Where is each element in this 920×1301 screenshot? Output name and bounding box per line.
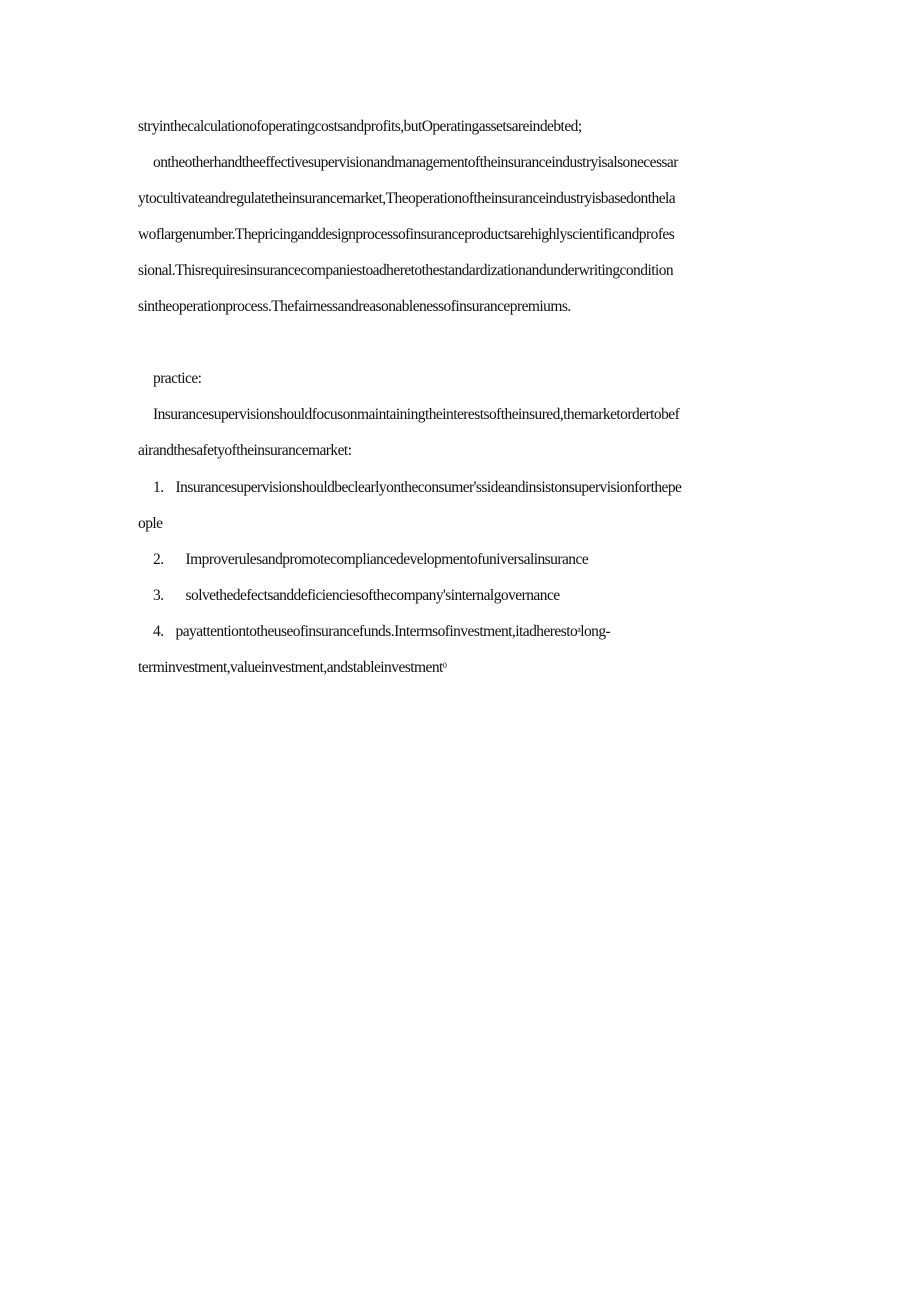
section-heading: practice:: [153, 370, 202, 387]
list-number: 2.: [153, 551, 164, 568]
paragraph-line: ytocultivateandregulatetheinsurancemarket,Theoperationoftheinsuranceindustryisbasedonthela: [138, 190, 676, 207]
list-number: 4.: [153, 623, 164, 640]
list-number: 3.: [153, 587, 164, 604]
list-item: [153, 479, 681, 497]
paragraph-line: sintheoperationprocess.Thefairnessandreasonablenessofinsurancepremiums.: [138, 298, 571, 315]
footnote-mark: 0: [442, 661, 447, 670]
paragraph-line: stryinthecalculationofoperatingcostsandprofits,butOperatingassetsareindebted;: [138, 118, 582, 135]
list-text: terminvestment,valueinvestment,andstableinvestment: [138, 659, 443, 676]
list-item: [153, 551, 588, 569]
list-text: payattentiontotheuseofinsurancefunds.Intermsofinvestment,itadheresto: [175, 623, 578, 640]
list-text: long-: [580, 623, 611, 640]
list-text: solvethedefectsanddeficienciesofthecompany'sinternalgovernance: [185, 587, 560, 604]
list-item: [153, 623, 610, 641]
list-item-continuation: [138, 659, 446, 677]
paragraph-line: woflargenumber.Thepricinganddesignprocessofinsuranceproductsarehighlyscientificandprofes: [138, 226, 675, 243]
footnote-mark: a: [577, 625, 581, 634]
list-item: [153, 587, 560, 605]
paragraph-line: ontheotherhandtheeffectivesupervisionandmanagementoftheinsuranceindustryisalsonecessar: [153, 154, 678, 171]
paragraph-line: sional.Thisrequiresinsurancecompaniestoadheretothestandardizationandunderwritingcondition: [138, 262, 674, 279]
intro-line: airandthesafetyoftheinsurancemarket:: [138, 442, 352, 459]
list-text: Improverulesandpromotecompliancedevelopmentofuniversalinsurance: [185, 551, 589, 568]
list-number: 1.: [153, 479, 164, 496]
list-text: Insurancesupervisionshouldbeclearlyontheconsumer'ssideandinsistonsupervisionforthepe: [175, 479, 682, 496]
intro-line: Insurancesupervisionshouldfocusonmaintainingtheinterestsoftheinsured,themarketordertobef: [153, 406, 680, 423]
list-item-continuation: ople: [138, 515, 163, 532]
